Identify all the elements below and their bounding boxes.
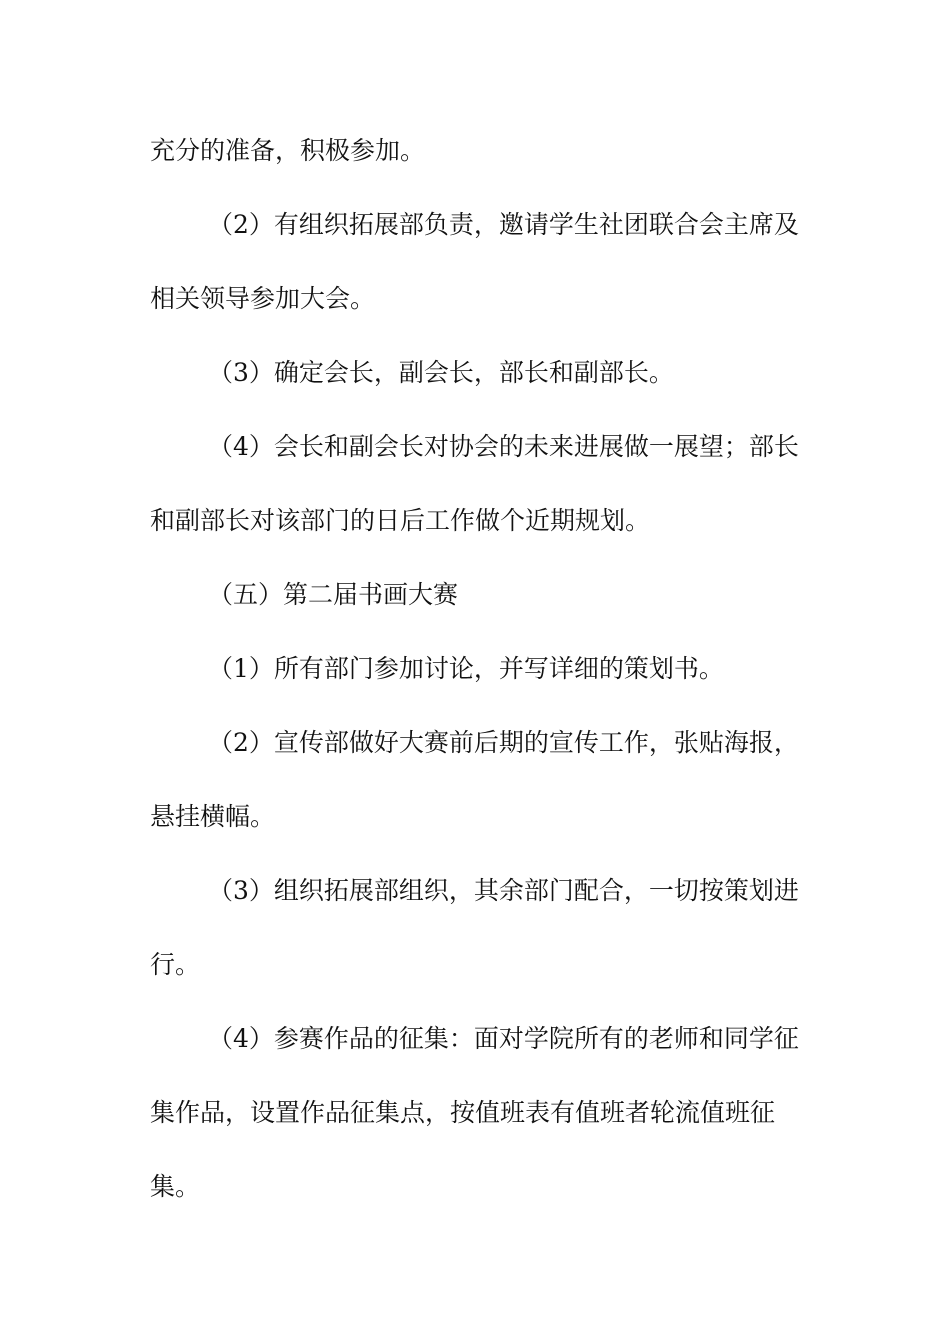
text-line: 和副部长对该部门的日后工作做个近期规划。 — [150, 506, 651, 535]
section-heading: （五）第二届书画大赛 — [208, 580, 459, 609]
text-line: （4）参赛作品的征集：面对学院所有的老师和同学征 — [208, 1024, 799, 1053]
text-line: （4）会长和副会长对协会的未来进展做一展望；部长 — [208, 432, 799, 461]
text-line: 相关领导参加大会。 — [150, 284, 376, 313]
text-line: 悬挂横幅。 — [150, 802, 276, 831]
text-line: （1）所有部门参加讨论，并写详细的策划书。 — [208, 654, 724, 683]
text-line: （3）确定会长，副会长，部长和副部长。 — [208, 358, 674, 387]
text-line: 集作品，设置作品征集点，按值班表有值班者轮流值班征 — [150, 1098, 776, 1127]
text-line: （2）宣传部做好大赛前后期的宣传工作，张贴海报， — [208, 728, 799, 757]
text-line: （2）有组织拓展部负责，邀请学生社团联合会主席及 — [208, 210, 799, 239]
text-line: 行。 — [150, 950, 201, 979]
text-line: （3）组织拓展部组织，其余部门配合，一切按策划进 — [208, 876, 799, 905]
text-line: 集。 — [150, 1172, 201, 1201]
text-line: 充分的准备，积极参加。 — [150, 136, 426, 165]
